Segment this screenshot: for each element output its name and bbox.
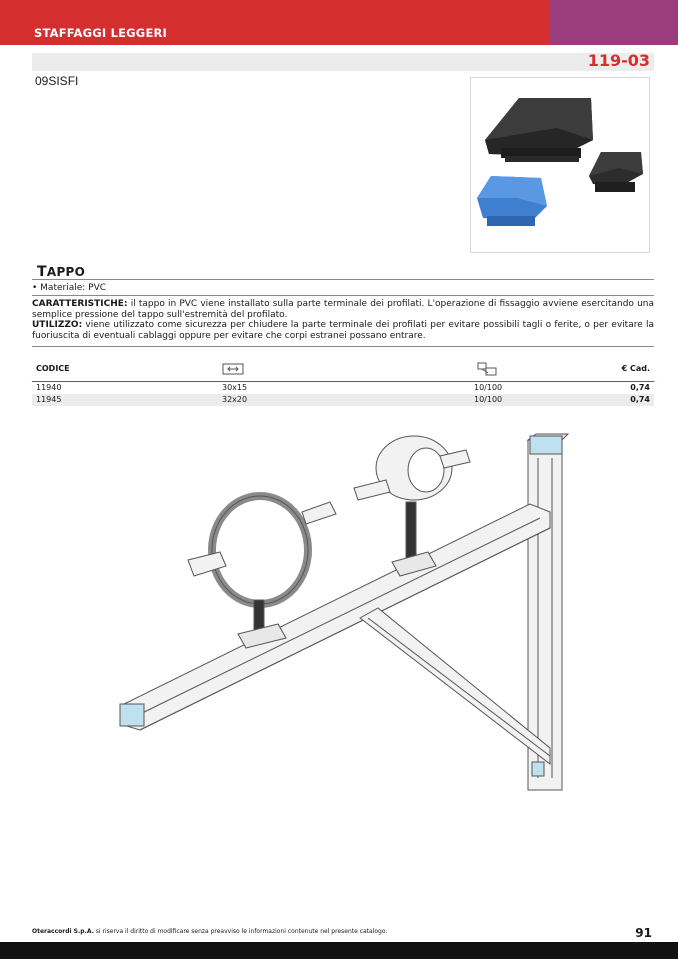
bottom-bar bbox=[0, 942, 678, 959]
divider bbox=[32, 295, 654, 296]
cell-pack: 10/100 bbox=[474, 383, 503, 392]
cell-size: 32x20 bbox=[222, 395, 248, 404]
page-number: 91 bbox=[635, 926, 652, 940]
code-bar bbox=[32, 53, 654, 71]
footer-disclaimer: Oteraccordi S.p.A. si riserva il diritto di modificare senza preavviso le informazioni contenute nel presente catalogo. bbox=[32, 928, 388, 935]
table-row bbox=[32, 382, 654, 394]
page-code: 119-03 bbox=[587, 51, 650, 70]
material-bullet: • Materiale: PVC bbox=[32, 283, 107, 293]
header-title: STAFFAGGI LEGGERI bbox=[34, 26, 168, 40]
divider bbox=[32, 346, 654, 347]
product-sku: 09SISFI bbox=[35, 74, 79, 88]
cell-code: 11940 bbox=[36, 383, 62, 392]
col-price-header: € Cad. bbox=[621, 364, 650, 373]
packaging-icon bbox=[476, 361, 498, 379]
cell-price: 0,74 bbox=[630, 383, 650, 392]
divider bbox=[32, 279, 654, 280]
description: CARATTERISTICHE: il tappo in PVC viene installato sulla parte terminale dei profilati. L'operazione di fissaggio avviene esercitando una semplice pressione del tappo sull'estremità del profilato. UTILIZZO: viene utilizzato come sicurezza per chiudere la parte terminale dei profilati per evitare possibili tagli o ferite, o per evitare la fuoriuscita di eventuali cablaggi oppure per evitare che corpi estranei possano entrare. bbox=[32, 299, 654, 341]
col-code-header: CODICE bbox=[36, 364, 70, 373]
cell-size: 30x15 bbox=[222, 383, 248, 392]
product-photo bbox=[470, 77, 650, 253]
product-table bbox=[32, 357, 654, 406]
end-caps-photo bbox=[471, 78, 649, 252]
profile-dimension-icon bbox=[222, 363, 244, 377]
section-title: TAPPO bbox=[37, 264, 86, 280]
pipe-bracket-assembly-illustration bbox=[110, 428, 570, 798]
header-accent bbox=[550, 0, 678, 45]
cell-code: 11945 bbox=[36, 395, 62, 404]
cell-pack: 10/100 bbox=[474, 395, 503, 404]
assembly-illustration bbox=[110, 428, 570, 802]
table-row bbox=[32, 394, 654, 406]
cell-price: 0,74 bbox=[630, 395, 650, 404]
table-header bbox=[32, 357, 654, 382]
